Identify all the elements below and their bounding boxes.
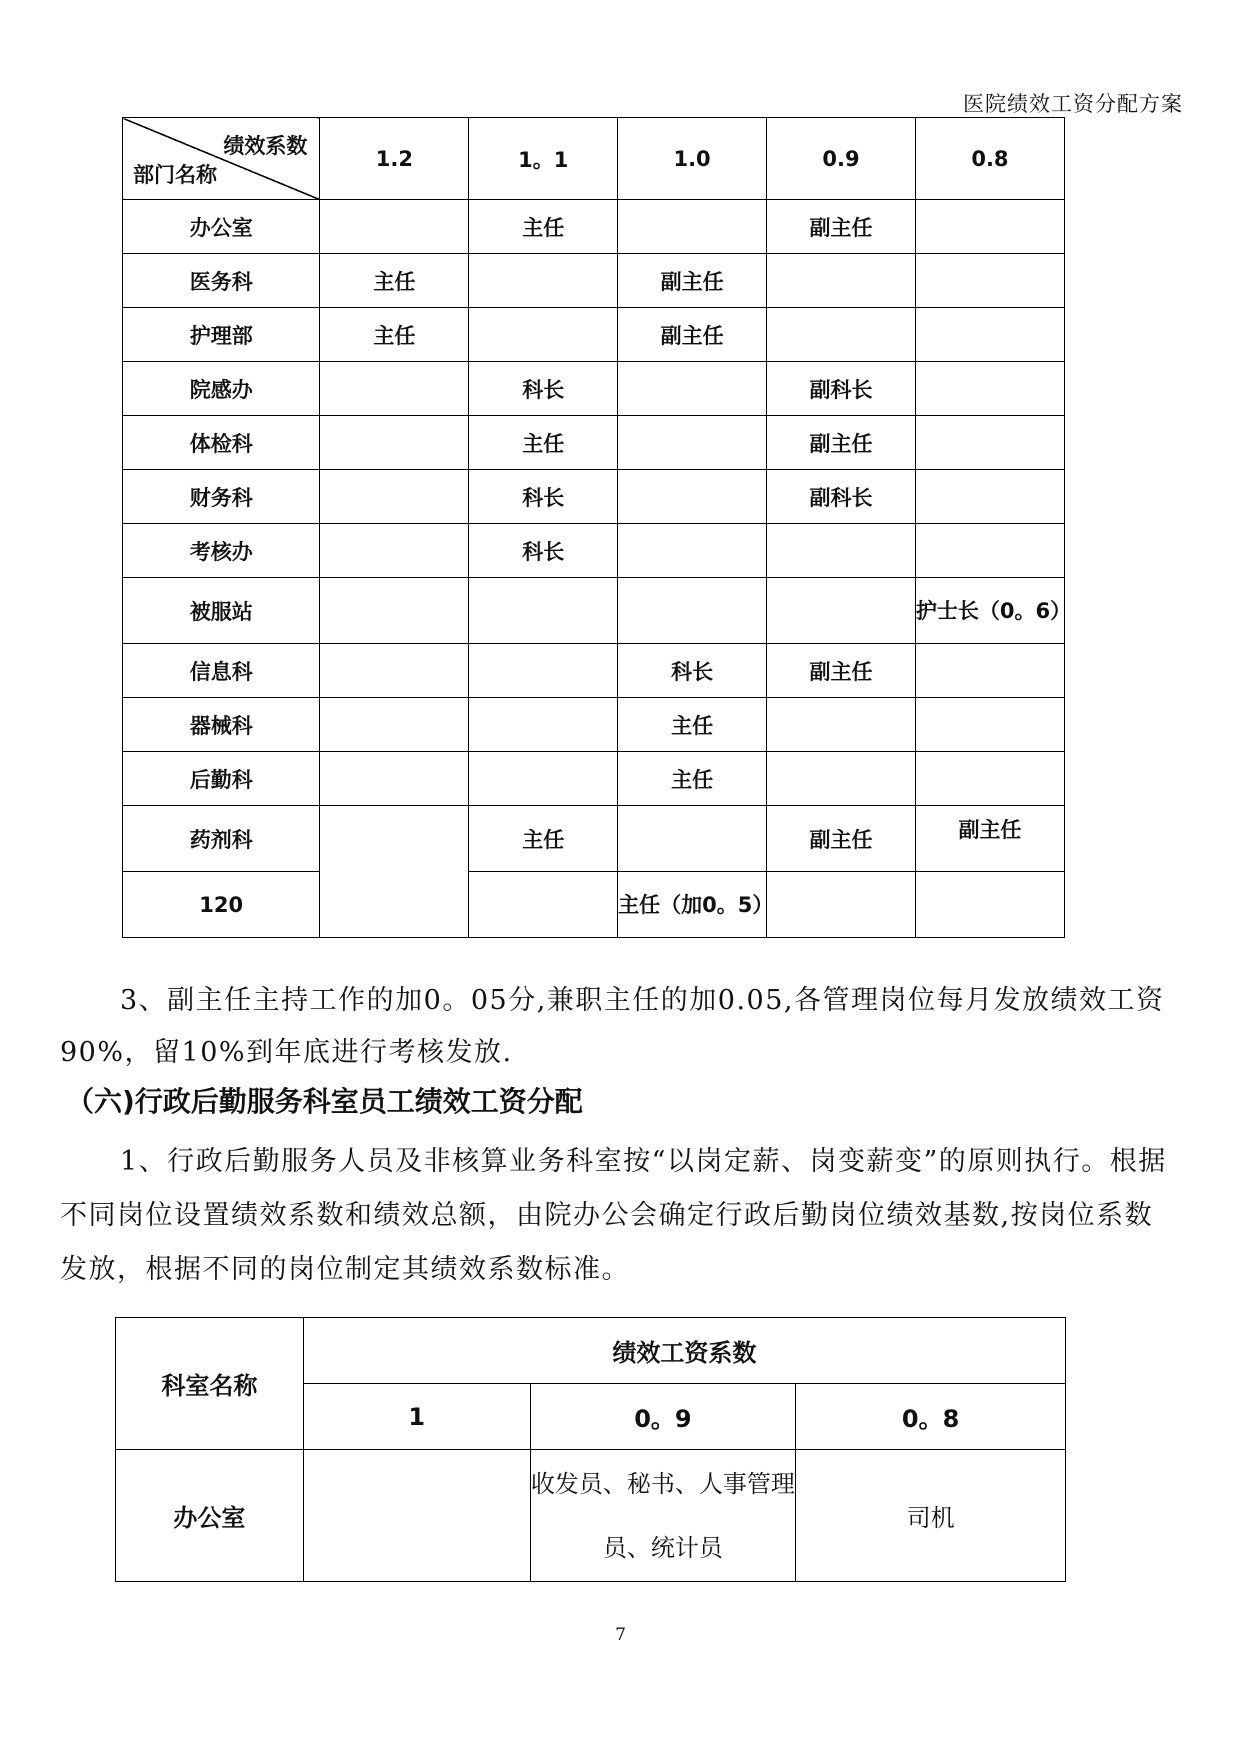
table-cell <box>469 254 618 308</box>
table-cell <box>915 872 1064 938</box>
table-cell <box>469 698 618 752</box>
coefficient-header: 0。9 <box>530 1384 796 1450</box>
table-cell <box>618 416 767 470</box>
table-cell <box>618 470 767 524</box>
table-cell <box>618 578 767 644</box>
diagonal-header-cell <box>123 118 320 200</box>
coefficient-header: 0。8 <box>796 1384 1066 1450</box>
table-cell <box>320 698 469 752</box>
table-cell <box>469 578 618 644</box>
table-row <box>123 578 1065 644</box>
table-row <box>123 416 1065 470</box>
dept-name-cell: 信息科 <box>123 644 320 698</box>
table-cell <box>320 806 469 938</box>
table-cell <box>767 308 916 362</box>
paragraph-admin-staff-text: 1、行政后勤服务人员及非核算业务科室按“以岗定薪、岗变薪变”的原则执行。根据不同岗位设置绩效系数和绩效总额，由院办公会确定行政后勤岗位绩效基数,按岗位系数发放，根据不同的岗位制定其绩效系数标准。 <box>60 1146 1167 1285</box>
table-cell: 主任（加0。5） <box>618 872 767 938</box>
table-header-row <box>116 1318 1066 1384</box>
table-cell: 副主任 <box>767 200 916 254</box>
table-cell <box>767 752 916 806</box>
dept-name-cell: 120 <box>123 872 320 938</box>
table-cell <box>915 524 1064 578</box>
table-cell <box>915 362 1064 416</box>
paragraph-bonus-rules-text: 3、副主任主持工作的加0。05分,兼职主任的加0.05,各管理岗位每月发放绩效工资90%，留10%到年底进行考核发放. <box>60 985 1165 1068</box>
table-row <box>123 254 1065 308</box>
table-row <box>123 362 1065 416</box>
table-cell <box>767 698 916 752</box>
table-cell <box>767 872 916 938</box>
table-cell <box>618 362 767 416</box>
paragraph-admin-staff <box>60 1135 1180 1297</box>
table-cell <box>915 200 1064 254</box>
dept-header-cell: 科室名称 <box>116 1318 304 1450</box>
table-cell: 科长 <box>469 470 618 524</box>
dept-name-cell: 体检科 <box>123 416 320 470</box>
table-cell: 副主任 <box>767 644 916 698</box>
corner-bottom-label: 部门名称 <box>133 163 217 187</box>
table-cell: 副主任 <box>767 416 916 470</box>
coefficient-header: 1.0 <box>618 118 767 200</box>
dept-name-cell: 办公室 <box>123 200 320 254</box>
table-cell: 主任 <box>618 698 767 752</box>
table-row <box>116 1450 1066 1582</box>
table-row <box>123 806 1065 872</box>
table-cell <box>915 416 1064 470</box>
dept-name-cell: 器械科 <box>123 698 320 752</box>
table-cell: 副主任 <box>618 254 767 308</box>
admin-coefficient-table <box>115 1317 1066 1582</box>
dept-name-cell: 被服站 <box>123 578 320 644</box>
table-cell <box>618 806 767 872</box>
dept-name-cell: 护理部 <box>123 308 320 362</box>
table-cell <box>320 416 469 470</box>
table-cell: 科长 <box>469 524 618 578</box>
page-number: 7 <box>615 1625 626 1645</box>
table-cell <box>469 644 618 698</box>
dept-name-cell: 考核办 <box>123 524 320 578</box>
coefficient-header: 1。1 <box>469 118 618 200</box>
table-cell: 主任 <box>469 416 618 470</box>
corner-top-label: 绩效系数 <box>223 134 308 158</box>
table-cell <box>767 578 916 644</box>
table-cell <box>767 254 916 308</box>
table-row <box>123 644 1065 698</box>
table-cell: 主任 <box>320 308 469 362</box>
table-cell: 副科长 <box>767 362 916 416</box>
table-cell <box>320 578 469 644</box>
running-header: 医院绩效工资分配方案 <box>963 92 1183 116</box>
dept-name-cell: 后勤科 <box>123 752 320 806</box>
coefficient-header: 0.9 <box>767 118 916 200</box>
table-cell: 收发员、秘书、人事管理员、统计员 <box>530 1450 796 1582</box>
table-cell <box>320 644 469 698</box>
table-cell <box>915 752 1064 806</box>
table-cell <box>469 308 618 362</box>
table-row <box>123 308 1065 362</box>
coefficient-group-header: 绩效工资系数 <box>303 1318 1065 1384</box>
table-cell <box>915 470 1064 524</box>
table-row <box>123 524 1065 578</box>
table-cell: 副科长 <box>767 470 916 524</box>
table-cell <box>320 752 469 806</box>
table-cell: 副主任 <box>915 806 1064 872</box>
coefficient-header: 1.2 <box>320 118 469 200</box>
coefficient-header: 1 <box>303 1384 530 1450</box>
table-cell: 科长 <box>618 644 767 698</box>
table-row <box>123 200 1065 254</box>
table-cell <box>915 308 1064 362</box>
table-row <box>123 470 1065 524</box>
table-row <box>123 752 1065 806</box>
table-cell <box>320 524 469 578</box>
table-cell: 副主任 <box>767 806 916 872</box>
table-cell <box>767 524 916 578</box>
table-cell <box>618 200 767 254</box>
dept-name-cell: 药剂科 <box>123 806 320 872</box>
table-cell: 科长 <box>469 362 618 416</box>
table-cell: 主任 <box>469 806 618 872</box>
dept-name-cell: 医务科 <box>123 254 320 308</box>
table-cell <box>915 644 1064 698</box>
table-cell <box>469 752 618 806</box>
dept-name-cell: 院感办 <box>123 362 320 416</box>
table-cell <box>915 698 1064 752</box>
table-cell: 主任 <box>469 200 618 254</box>
table-cell: 主任 <box>618 752 767 806</box>
dept-name-cell: 办公室 <box>116 1450 304 1582</box>
coefficient-header: 0.8 <box>915 118 1064 200</box>
section-heading: （六)行政后勤服务科室员工绩效工资分配 <box>66 1085 583 1118</box>
dept-name-cell: 财务科 <box>123 470 320 524</box>
paragraph-bonus-rules <box>60 975 1180 1079</box>
table-cell <box>320 200 469 254</box>
table-cell <box>618 524 767 578</box>
table-cell <box>469 872 618 938</box>
table-cell <box>915 254 1064 308</box>
table-row <box>123 872 1065 938</box>
management-coefficient-table <box>122 117 1072 938</box>
table-cell <box>303 1450 530 1582</box>
table-row <box>123 698 1065 752</box>
table-cell <box>320 470 469 524</box>
table-cell: 副主任 <box>618 308 767 362</box>
table-cell: 护士长（0。6） <box>915 578 1064 644</box>
table-cell <box>320 362 469 416</box>
table-cell: 司机 <box>796 1450 1066 1582</box>
table-cell: 主任 <box>320 254 469 308</box>
table-header-row <box>123 118 1065 200</box>
